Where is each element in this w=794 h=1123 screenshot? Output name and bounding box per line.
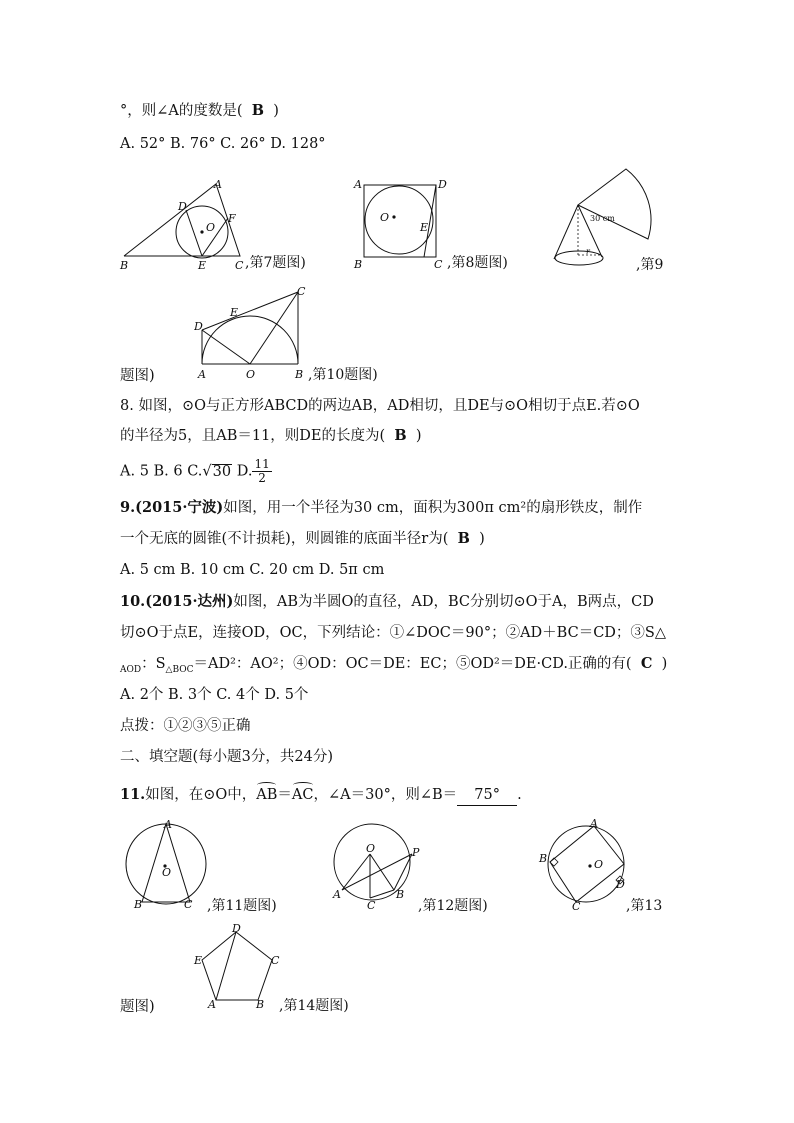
svg-text:A: A [333,888,341,901]
q11-answer: 75° [457,785,517,806]
q8-line1: 8. 如图，⊙O与正方形ABCD的两边AB，AD相切，且DE与⊙O相切于点E.若⊙O [120,398,640,414]
svg-text:A: A [590,818,598,830]
svg-text:A: A [208,998,216,1010]
svg-text:D: D [438,178,447,191]
svg-text:B: B [354,258,363,271]
svg-text:E: E [420,221,429,234]
svg-text:O: O [206,221,216,234]
q9-line2: 一个无底的圆锥(不计损耗)，则圆锥的底面半径r为( B ) [120,530,485,547]
fig14-caption: ,第14题图) [279,998,349,1014]
fig10-caption: ,第10题图) [308,367,378,383]
svg-text:C: C [235,259,244,272]
svg-text:C: C [367,899,376,910]
q11-line: 11.如图，在⊙O中，AB＝AC，∠A＝30°，则∠B＝ 75° . [120,785,522,806]
svg-text:B: B [256,998,265,1010]
figure-11 [120,818,212,910]
section-title: 二、填空题(每小题3分，共24分) [120,749,333,765]
fig8-caption: ,第8题图) [447,255,508,271]
q10-options: A. 2个 B. 3个 C. 4个 D. 5个 [120,687,309,703]
svg-text:A: A [354,178,362,191]
q10-line3: $_{AOD}$：$S_{\triangle BOC}=AD^2$：AO²；④OD：OC＝DE：EC；⑤OD²＝DE·CD.正确的有( C ) [120,655,668,675]
svg-text:C: C [434,258,443,271]
figure-7 [118,176,248,272]
q10-line1: 10.(2015·达州)如图，AB为半圆O的直径，AD，BC分别切⊙O于A，B两点，CD [120,593,654,610]
svg-text:D: D [194,320,203,333]
svg-text:F: F [228,212,236,225]
svg-text:E: E [194,954,203,967]
q8-answer: B [394,427,407,444]
svg-text:D: D [178,200,187,213]
svg-text:O: O [162,866,172,879]
svg-text:A: A [198,368,206,380]
svg-text:C: C [271,954,280,967]
fig13-caption-cont: 题图) [120,999,155,1015]
figure-12 [330,818,426,910]
figure-14 [192,922,280,1010]
figure-10 [194,284,310,380]
fig12-caption: ,第12题图) [418,898,488,914]
svg-text:B: B [396,888,405,901]
figure-13 [536,818,628,910]
fraction-11-over-2: $\frac{11}{2}$ [254,457,270,485]
svg-text:O: O [246,368,256,380]
figure-8 [352,176,452,272]
svg-text:D: D [232,922,241,935]
q8-line2: 的半径为5，且AB＝11，则DE的长度为( B ) [120,427,422,444]
svg-text:A: A [164,818,172,831]
q8-options: A. 5 B. 6 C.√30 D. $\frac{11}{2}$ [120,457,270,485]
svg-text:C: C [572,900,581,910]
svg-text:B: B [295,368,304,380]
svg-text:B: B [120,259,129,272]
fig9-caption: ,第9 [636,257,664,273]
fig9-label: 30 cm [590,214,615,223]
svg-text:C: C [297,285,306,298]
svg-text:E: E [230,306,239,319]
svg-text:O: O [594,858,604,871]
q7-options: A. 52° B. 76° C. 26° D. 128° [120,136,326,152]
svg-text:A: A [214,178,222,191]
svg-text:B: B [539,852,548,865]
svg-text:O: O [380,211,390,224]
fig9-caption-cont: 题图) [120,368,155,384]
q10-line2: 切⊙O于点E，连接OD，OC，下列结论：①∠DOC＝90°；②AD＋BC＝CD；③S△ [120,625,666,641]
arc-ab: AB [256,787,278,803]
q9-line1: 9.(2015·宁波)如图，用一个半径为30 cm，面积为300π cm²的扇形铁皮，制作 [120,499,643,516]
svg-text:B: B [134,898,143,910]
q10-hint: 点拨：①②③⑤正确 [120,718,251,734]
svg-text:O: O [366,842,376,855]
q7-answer: B [251,102,265,119]
svg-text:P: P [412,846,420,859]
q9-answer: B [457,530,470,547]
fig7-caption: ,第7题图) [245,255,306,271]
fig11-caption: ,第11题图) [207,898,277,914]
svg-text:E: E [198,259,207,272]
fig13-caption: ,第13 [626,898,663,914]
svg-text:D: D [616,878,625,891]
q9-options: A. 5 cm B. 10 cm C. 20 cm D. 5π cm [120,562,385,578]
arc-ac: AC [291,787,314,803]
q7-stem: °，则∠A的度数是( B ) [120,102,279,119]
svg-text:C: C [184,898,193,910]
q10-answer: C [640,655,653,672]
svg-text:r: r [586,247,590,256]
